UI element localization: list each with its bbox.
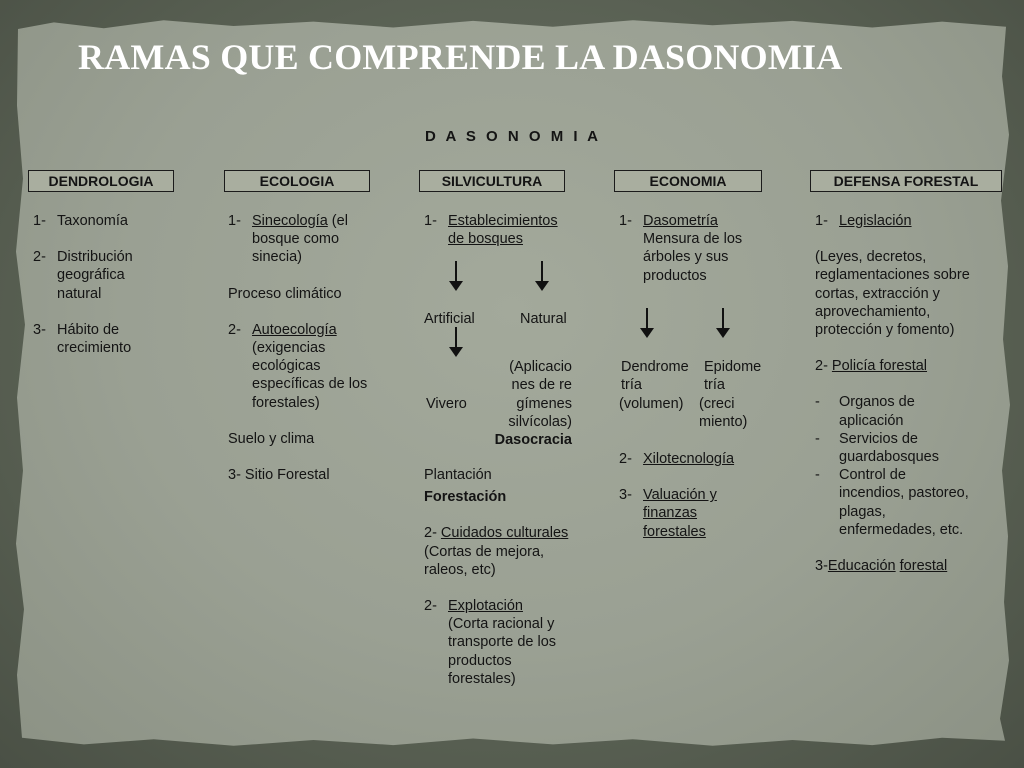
item-text: Hábito de crecimiento: [57, 321, 132, 357]
item-keyword: Policía forestal: [831, 358, 928, 375]
item-keyword: Explotación: [448, 598, 523, 615]
label-epidometria-4: miento): [699, 414, 748, 430]
branch-box-defensa-forestal: DEFENSA FORESTAL: [810, 170, 1002, 192]
list-item: [33, 248, 168, 303]
list-item: [228, 321, 368, 412]
arrow-down-icon: [640, 308, 654, 338]
economia-item-1: [619, 212, 761, 285]
bullet-item: [815, 393, 975, 429]
plain-text: Proceso climático: [228, 285, 342, 302]
item-number: 2-: [815, 358, 832, 375]
item-keyword: Autoecología: [252, 321, 337, 338]
item-text: (Corta racional y transporte de los productos forestales): [448, 616, 557, 687]
list-item: [33, 212, 168, 230]
plain-text: Plantación: [424, 467, 492, 483]
item-keyword: Xilotecnología: [643, 451, 735, 467]
item-number: 2-: [424, 598, 437, 615]
list-item: [424, 597, 576, 688]
item-keyword: forestal: [899, 558, 948, 575]
branch-box-dendrologia: DENDROLOGIA: [28, 170, 174, 192]
item-text: (Cortas de mejora, raleos, etc): [424, 543, 545, 578]
item-keyword: Cuidados culturales: [440, 525, 569, 542]
label-dendrometria-3: (volumen): [619, 396, 684, 412]
label-vivero: Vivero: [426, 396, 467, 412]
item-number: 1-: [228, 213, 241, 229]
bullet-dash: -: [815, 430, 820, 447]
item-text: Taxonomía: [57, 213, 128, 229]
branch-box-silvicultura: SILVICULTURA: [419, 170, 565, 192]
list-item: [815, 212, 975, 230]
item-number: 1-: [619, 213, 632, 229]
column-economia-lower: [619, 450, 761, 541]
arrow-down-icon: [716, 308, 730, 338]
item-keyword: Valuación y finanzas forestales: [643, 487, 717, 540]
item-keyword: Legislación: [839, 213, 912, 229]
item-number: 2-: [228, 321, 241, 338]
list-item: [424, 212, 574, 248]
list-item: [619, 450, 761, 468]
label-aplicaciones-3: gímenes: [516, 396, 572, 412]
item-number: 1-: [424, 213, 437, 229]
bullet-dash: -: [815, 467, 820, 484]
bullet-item: [815, 466, 975, 539]
item-text: Mensura de los árboles y sus productos: [643, 231, 743, 284]
item-number: 3-: [815, 558, 828, 575]
label-forestacion: Forestación: [424, 489, 507, 506]
arrow-down-icon: [449, 261, 463, 291]
branch-box-ecologia: ECOLOGIA: [224, 170, 370, 192]
column-silvicultura-lower: [424, 466, 576, 688]
label-dendrometria-2: tría: [621, 377, 642, 393]
bullet-dash: -: [815, 394, 820, 411]
column-defensa-forestal: [815, 212, 975, 575]
bullet-item: [815, 430, 975, 466]
label-dendrometria-1: Dendrome: [621, 359, 689, 375]
branch-box-economia: ECONOMIA: [614, 170, 762, 192]
item-number: 2-: [33, 249, 46, 266]
plain-text: (Leyes, decretos, reglamentaciones sobre cortas, extracción y aprovechamiento, protección y fomento): [815, 249, 970, 339]
slide-title: RAMAS QUE COMPRENDE LA DASONOMIA: [78, 37, 843, 77]
item-text: Distribución geográfica natural: [57, 249, 133, 302]
plain-text: 3- Sitio Forestal: [228, 467, 330, 484]
item-keyword: Establecimientos de bosques: [448, 213, 558, 248]
list-item: [815, 357, 975, 375]
label-epidometria-2: tría: [704, 377, 725, 393]
label-aplicaciones-4: silvícolas): [508, 414, 572, 430]
label-aplicaciones-1: (Aplicacio: [509, 359, 572, 375]
label-dasocracia: Dasocracia: [494, 432, 572, 448]
label-natural: Natural: [520, 311, 567, 327]
item-keyword: Educación: [827, 558, 896, 575]
plain-text: Suelo y clima: [228, 430, 315, 447]
column-ecologia: [228, 212, 368, 484]
root-node-dasonomia: D A S O N O M I A: [425, 128, 602, 145]
silvicultura-item-1: [424, 212, 574, 248]
list-item: [424, 524, 576, 579]
item-number: 2-: [619, 451, 632, 467]
item-keyword: Sinecología: [252, 213, 328, 229]
arrow-down-icon: [449, 327, 463, 357]
list-item: [33, 321, 168, 357]
item-number: 2-: [424, 525, 441, 542]
item-text: Servicios de guardabosques: [839, 430, 939, 466]
item-text: (exigencias ecológicas específicas de los forestales): [252, 340, 368, 411]
column-dendrologia: [33, 212, 168, 357]
label-aplicaciones-2: nes de re: [511, 377, 572, 393]
label-epidometria-1: Epidome: [704, 359, 762, 375]
list-item: [619, 212, 761, 285]
list-item: [228, 212, 368, 267]
arrow-down-icon: [535, 261, 549, 291]
item-text: Control de incendios, pastoreo, plagas, enfermedades, etc.: [839, 467, 969, 538]
list-item: [815, 557, 975, 575]
label-artificial: Artificial: [424, 311, 475, 327]
list-item: [619, 486, 761, 541]
item-number: 1-: [33, 213, 46, 229]
item-text: Organos de aplicación: [839, 394, 915, 429]
item-text: (el bosque como sinecia): [252, 213, 348, 266]
label-epidometria-3: (creci: [699, 396, 735, 412]
item-number: 1-: [815, 213, 828, 229]
item-number: 3-: [619, 487, 632, 504]
item-keyword: Dasometría: [643, 213, 718, 229]
item-number: 3-: [33, 321, 46, 338]
